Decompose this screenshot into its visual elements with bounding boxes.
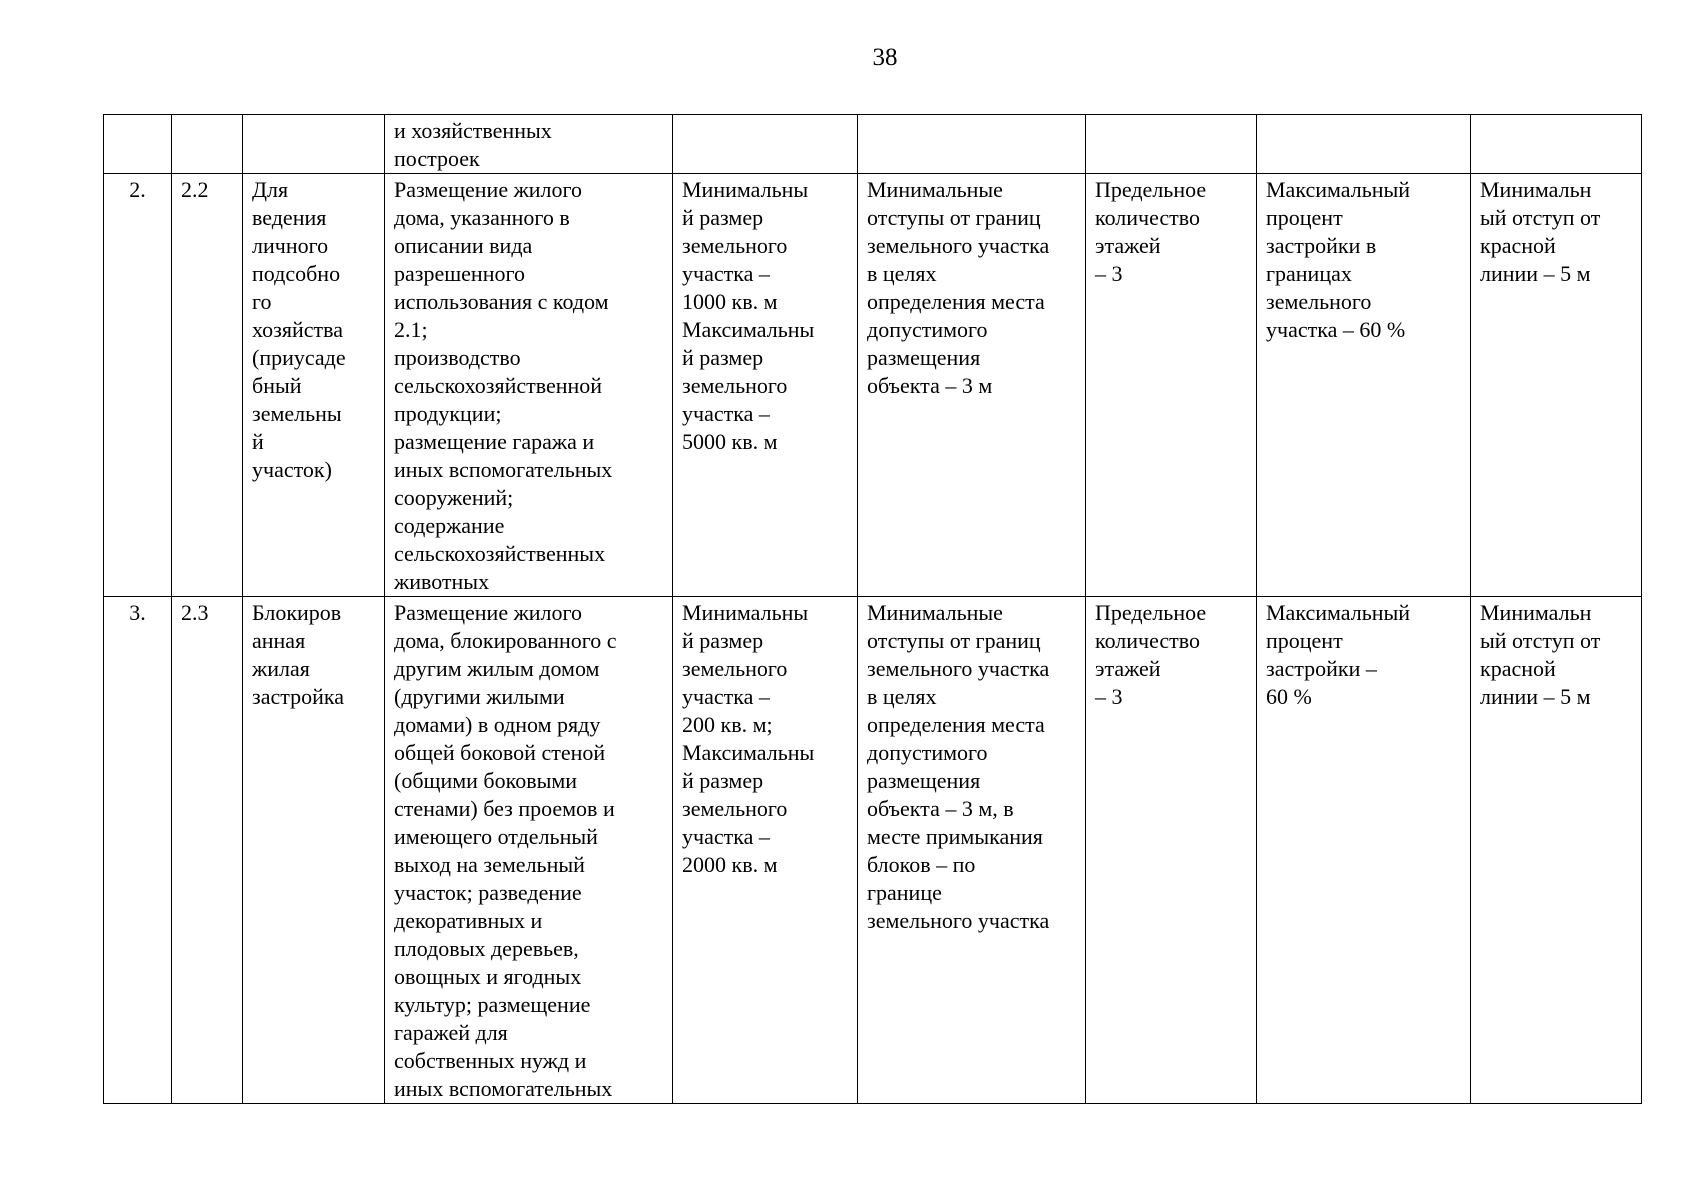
- use-description-cell: и хозяйственных построек: [385, 115, 673, 174]
- use-code-cell: [172, 115, 243, 174]
- use-name-cell: Для ведения личного подсобно го хозяйства (приусаде бный земельны й участок): [243, 174, 385, 597]
- use-code-cell: 2.2: [172, 174, 243, 597]
- use-description-cell: Размещение жилого дома, указанного в описании вида разрешенного использования с кодом 2.1; производство сельскохозяйственной продукции; размещение гаража и иных вспомогательных сооружений; содержание сельскохозяйственных животных: [385, 174, 673, 597]
- use-name-cell: Блокиров анная жилая застройка: [243, 597, 385, 1104]
- red-line-setback-cell: Минимальн ый отступ от красной линии – 5 м: [1471, 174, 1642, 597]
- use-code-cell: 2.3: [172, 597, 243, 1104]
- setbacks-cell: Минимальные отступы от границ земельного участка в целях определения места допустимого размещения объекта – 3 м, в месте примыкания блоков – по границе земельного участка: [858, 597, 1086, 1104]
- table-row: [104, 597, 1642, 1104]
- row-number-cell: 3.: [104, 597, 172, 1104]
- coverage-cell: [1257, 115, 1471, 174]
- floors-cell: Предельное количество этажей – 3: [1086, 597, 1257, 1104]
- plot-size-cell: [673, 115, 858, 174]
- floors-cell: Предельное количество этажей – 3: [1086, 174, 1257, 597]
- regulations-table: [103, 114, 1642, 1104]
- page-number: 38: [872, 44, 898, 71]
- plot-size-cell: Минимальны й размер земельного участка – 200 кв. м; Максимальны й размер земельного участка – 2000 кв. м: [673, 597, 858, 1104]
- red-line-setback-cell: [1471, 115, 1642, 174]
- setbacks-cell: Минимальные отступы от границ земельного участка в целях определения места допустимого размещения объекта – 3 м: [858, 174, 1086, 597]
- plot-size-cell: Минимальны й размер земельного участка – 1000 кв. м Максимальны й размер земельного участка – 5000 кв. м: [673, 174, 858, 597]
- row-number-cell: 2.: [104, 174, 172, 597]
- table-row: [104, 174, 1642, 597]
- floors-cell: [1086, 115, 1257, 174]
- table-row: [104, 115, 1642, 174]
- red-line-setback-cell: Минимальн ый отступ от красной линии – 5 м: [1471, 597, 1642, 1104]
- use-name-cell: [243, 115, 385, 174]
- coverage-cell: Максимальный процент застройки – 60 %: [1257, 597, 1471, 1104]
- row-number-cell: [104, 115, 172, 174]
- setbacks-cell: [858, 115, 1086, 174]
- coverage-cell: Максимальный процент застройки в границах земельного участка – 60 %: [1257, 174, 1471, 597]
- use-description-cell: Размещение жилого дома, блокированного с другим жилым домом (другими жилыми домами) в одном ряду общей боковой стеной (общими боковыми стенами) без проемов и имеющего отдельный выход на земельный участок; разведение декоративных и плодовых деревьев, овощных и ягодных культур; размещение гаражей для собственных нужд и иных вспомогательных: [385, 597, 673, 1104]
